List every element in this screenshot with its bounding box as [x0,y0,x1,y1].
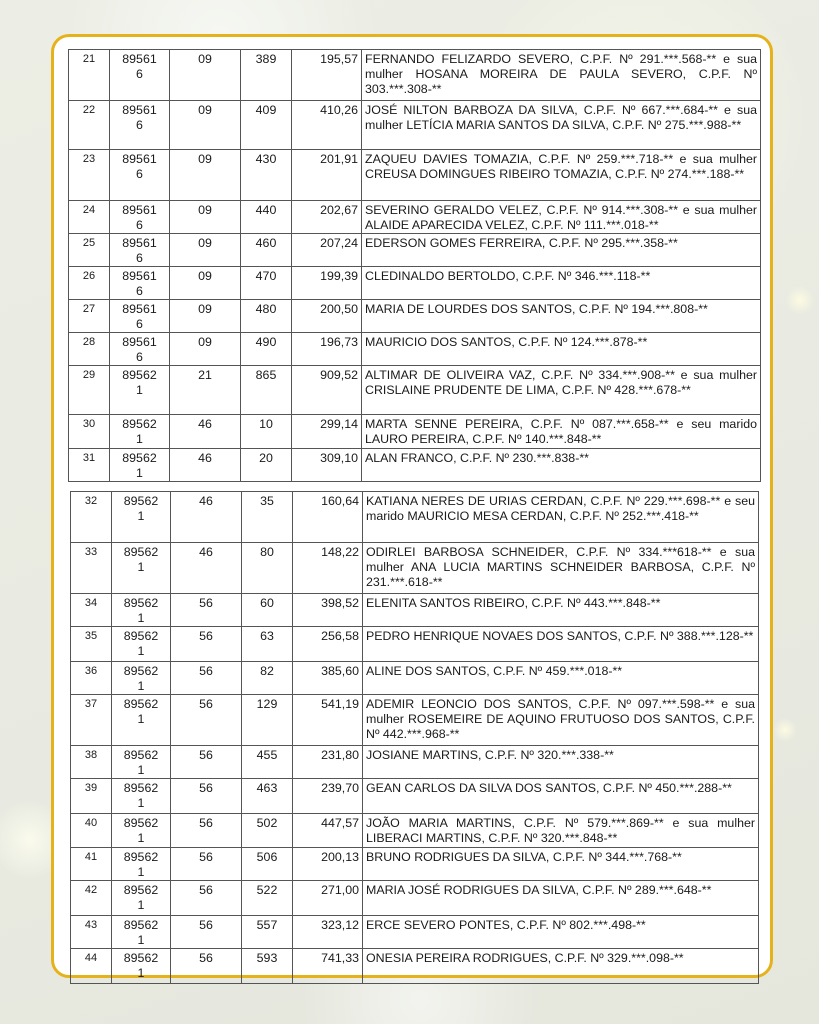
area-cell: 148,22 [293,543,363,594]
quadra-cell: 46 [171,492,242,543]
area-cell: 309,10 [292,449,362,482]
quadra-cell: 56 [171,814,242,848]
matricula-cell [112,746,171,779]
matricula-number: 89562 [122,417,157,431]
matricula-digit: 6 [136,218,143,232]
quadra-cell: 09 [170,201,241,234]
row-number-cell: 36 [71,662,112,695]
lote-cell: 80 [242,543,293,594]
matricula-number: 89562 [123,951,159,965]
quadra-cell: 09 [170,234,241,267]
owner-description-cell: JOSIANE MARTINS, C.P.F. Nº 320.***.338-** [363,746,759,779]
area-cell: 201,91 [292,150,362,201]
owner-description-cell: CLEDINALDO BERTOLDO, C.P.F. Nº 346.***.118-** [362,267,761,300]
area-cell: 200,13 [293,848,363,881]
owner-description-cell: JOÃO MARIA MARTINS, C.P.F. Nº 579.***.869-** e sua mulher LIBERACI MARTINS, C.P.F. Nº 320.***.848-** [363,814,759,848]
row-number-cell: 21 [69,50,110,101]
quadra-cell: 56 [171,881,242,916]
matricula-number: 89562 [123,918,159,932]
quadra-cell: 56 [171,916,242,949]
quadra-cell: 09 [170,333,241,366]
area-cell: 410,26 [292,101,362,150]
matricula-cell [110,150,170,201]
row-number-cell: 40 [71,814,112,848]
matricula-digit: 1 [137,509,145,523]
matricula-digit: 1 [137,898,145,912]
area-cell: 202,67 [292,201,362,234]
lote-cell: 63 [242,627,293,662]
table-row [69,50,761,101]
lote-cell: 557 [242,916,293,949]
lote-cell: 10 [241,415,292,449]
quadra-cell: 56 [171,779,242,814]
row-number-cell: 26 [69,267,110,300]
matricula-number: 89562 [123,494,159,508]
matricula-cell [110,300,170,333]
owner-description-cell: ALTIMAR DE OLIVEIRA VAZ, C.P.F. Nº 334.***.908-** e sua mulher CRISLAINE PRUDENTE DE LIMA, C.P.F. Nº 428.***.678-** [362,366,761,415]
quadra-cell: 56 [171,949,242,984]
matricula-cell [112,492,171,543]
matricula-digit: 1 [137,679,145,693]
row-number-cell: 38 [71,746,112,779]
owner-description-cell: JOSÉ NILTON BARBOZA DA SILVA, C.P.F. Nº 667.***.684-** e sua mulher LETÍCIA MARIA SANTOS DA SILVA, C.P.F. Nº 275.***.988-** [362,101,761,150]
area-cell: 196,73 [292,333,362,366]
owner-description-cell: ZAQUEU DAVIES TOMAZIA, C.P.F. Nº 259.***.718-** e sua mulher CREUSA DOMINGUES RIBEIRO TOMAZIA, C.P.F. Nº 274.***.188-** [362,150,761,201]
lote-cell: 82 [242,662,293,695]
matricula-number: 89561 [122,203,157,217]
lote-cell: 593 [242,949,293,984]
table-row [71,779,759,814]
matricula-cell [110,234,170,267]
lote-cell: 455 [242,746,293,779]
matricula-digit: 1 [137,966,145,980]
matricula-digit: 1 [137,712,145,726]
matricula-number: 89562 [123,596,159,610]
row-number-cell: 25 [69,234,110,267]
quadra-cell: 56 [171,627,242,662]
matricula-cell [112,949,171,984]
matricula-digit: 1 [137,611,145,625]
area-cell: 398,52 [293,594,363,627]
owner-description-cell: SEVERINO GERALDO VELEZ, C.P.F. Nº 914.***.308-** e sua mulher ALAIDE APARECIDA VELEZ, C.P.F. Nº 111.***.018-** [362,201,761,234]
quadra-cell: 56 [171,594,242,627]
lots-table-top [68,49,761,482]
matricula-number: 89562 [123,664,159,678]
matricula-number: 89562 [123,629,159,643]
matricula-cell [112,627,171,662]
owner-description-cell: FERNANDO FELIZARDO SEVERO, C.P.F. Nº 291.***.568-** e sua mulher HOSANA MOREIRA DE PAULA SEVERO, C.P.F. Nº 303.***.308-** [362,50,761,101]
table-row [69,300,761,333]
row-number-cell: 39 [71,779,112,814]
quadra-cell: 46 [170,415,241,449]
area-cell: 200,50 [292,300,362,333]
matricula-number: 89562 [123,850,159,864]
area-cell: 271,00 [293,881,363,916]
table-row [69,150,761,201]
table-row [69,415,761,449]
matricula-digit: 1 [137,796,145,810]
owner-description-cell: MARIA DE LOURDES DOS SANTOS, C.P.F. Nº 194.***.808-** [362,300,761,333]
owner-description-cell: ERCE SEVERO PONTES, C.P.F. Nº 802.***.498-** [363,916,759,949]
matricula-number: 89562 [123,545,159,559]
matricula-cell [112,916,171,949]
matricula-cell [110,333,170,366]
matricula-number: 89561 [122,335,157,349]
table-row [71,881,759,916]
matricula-cell [110,201,170,234]
matricula-digit: 1 [137,644,145,658]
table-row [71,814,759,848]
lote-cell: 865 [241,366,292,415]
area-cell: 447,57 [293,814,363,848]
lote-cell: 129 [242,695,293,746]
matricula-digit: 1 [137,865,145,879]
quadra-cell: 56 [171,746,242,779]
matricula-cell [112,594,171,627]
matricula-cell [112,543,171,594]
lote-cell: 480 [241,300,292,333]
table-row [71,695,759,746]
lote-cell: 35 [242,492,293,543]
area-cell: 160,64 [293,492,363,543]
area-cell: 207,24 [292,234,362,267]
quadra-cell: 09 [170,150,241,201]
lote-cell: 60 [242,594,293,627]
matricula-number: 89562 [123,883,159,897]
row-number-cell: 29 [69,366,110,415]
matricula-number: 89561 [122,52,157,66]
matricula-digit: 1 [136,432,143,446]
lote-cell: 490 [241,333,292,366]
owner-description-cell: PEDRO HENRIQUE NOVAES DOS SANTOS, C.P.F. Nº 388.***.128-** [363,627,759,662]
row-number-cell: 27 [69,300,110,333]
matricula-cell [110,449,170,482]
matricula-cell [110,50,170,101]
quadra-cell: 56 [171,662,242,695]
matricula-digit: 6 [136,118,143,132]
area-cell: 385,60 [293,662,363,695]
matricula-number: 89561 [122,236,157,250]
matricula-cell [112,662,171,695]
matricula-cell [112,848,171,881]
owner-description-cell: BRUNO RODRIGUES DA SILVA, C.P.F. Nº 344.***.768-** [363,848,759,881]
matricula-cell [110,366,170,415]
lote-cell: 522 [242,881,293,916]
lote-cell: 470 [241,267,292,300]
table-row [71,594,759,627]
area-cell: 195,57 [292,50,362,101]
matricula-cell [110,415,170,449]
row-number-cell: 28 [69,333,110,366]
quadra-cell: 09 [170,50,241,101]
area-cell: 239,70 [293,779,363,814]
quadra-cell: 46 [171,543,242,594]
matricula-digit: 1 [137,560,145,574]
owner-description-cell: ALINE DOS SANTOS, C.P.F. Nº 459.***.018-** [363,662,759,695]
table-row [71,916,759,949]
quadra-cell: 56 [171,695,242,746]
lote-cell: 20 [241,449,292,482]
table-row [71,949,759,984]
quadra-cell: 46 [170,449,241,482]
matricula-cell [112,779,171,814]
row-number-cell: 23 [69,150,110,201]
area-cell: 741,33 [293,949,363,984]
row-number-cell: 30 [69,415,110,449]
matricula-digit: 6 [136,284,143,298]
document-card [51,34,773,978]
matricula-number: 89562 [123,748,159,762]
matricula-cell [110,267,170,300]
area-cell: 299,14 [292,415,362,449]
matricula-number: 89561 [122,302,157,316]
matricula-number: 89562 [122,368,157,382]
owner-description-cell: MAURICIO DOS SANTOS, C.P.F. Nº 124.***.878-** [362,333,761,366]
quadra-cell: 21 [170,366,241,415]
owner-description-cell: GEAN CARLOS DA SILVA DOS SANTOS, C.P.F. Nº 450.***.288-** [363,779,759,814]
table-row [69,333,761,366]
owner-description-cell: ELENITA SANTOS RIBEIRO, C.P.F. Nº 443.***.848-** [363,594,759,627]
matricula-digit: 6 [136,67,143,81]
matricula-number: 89562 [123,816,159,830]
matricula-digit: 6 [136,317,143,331]
matricula-digit: 1 [136,383,143,397]
matricula-digit: 1 [137,763,145,777]
matricula-number: 89562 [122,451,157,465]
lote-cell: 502 [242,814,293,848]
area-cell: 256,58 [293,627,363,662]
table-row [71,662,759,695]
matricula-digit: 1 [136,466,143,480]
table-row [69,101,761,150]
matricula-digit: 1 [137,831,145,845]
owner-description-cell: MARTA SENNE PEREIRA, C.P.F. Nº 087.***.658-** e seu marido LAURO PEREIRA, C.P.F. Nº 140.***.848-** [362,415,761,449]
owner-description-cell: ODIRLEI BARBOSA SCHNEIDER, C.P.F. Nº 334.***618-** e sua mulher ANA LUCIA MARTINS SCHNEIDER BARBOSA, C.P.F. Nº 231.***.618-** [363,543,759,594]
lote-cell: 440 [241,201,292,234]
matricula-number: 89562 [123,781,159,795]
lote-cell: 460 [241,234,292,267]
owner-description-cell: EDERSON GOMES FERREIRA, C.P.F. Nº 295.***.358-** [362,234,761,267]
table-row [71,848,759,881]
area-cell: 541,19 [293,695,363,746]
table-row [69,201,761,234]
area-cell: 231,80 [293,746,363,779]
area-cell: 909,52 [292,366,362,415]
area-cell: 199,39 [292,267,362,300]
row-number-cell: 33 [71,543,112,594]
lote-cell: 409 [241,101,292,150]
row-number-cell: 41 [71,848,112,881]
matricula-digit: 1 [137,933,145,947]
table-row [71,492,759,543]
lots-table-bottom [70,491,759,984]
matricula-cell [112,695,171,746]
row-number-cell: 22 [69,101,110,150]
owner-description-cell: ALAN FRANCO, C.P.F. Nº 230.***.838-** [362,449,761,482]
lote-cell: 389 [241,50,292,101]
owner-description-cell: MARIA JOSÉ RODRIGUES DA SILVA, C.P.F. Nº 289.***.648-** [363,881,759,916]
matricula-cell [110,101,170,150]
quadra-cell: 56 [171,848,242,881]
matricula-digit: 6 [136,251,143,265]
table-row [69,267,761,300]
row-number-cell: 32 [71,492,112,543]
lote-cell: 463 [242,779,293,814]
owner-description-cell: ADEMIR LEONCIO DOS SANTOS, C.P.F. Nº 097.***.598-** e sua mulher ROSEMEIRE DE AQUINO FRUTUOSO DOS SANTOS, C.P.F. Nº 442.***.968-** [363,695,759,746]
table-row [69,366,761,415]
table-row [69,234,761,267]
row-number-cell: 42 [71,881,112,916]
owner-description-cell: ONESIA PEREIRA RODRIGUES, C.P.F. Nº 329.***.098-** [363,949,759,984]
row-number-cell: 44 [71,949,112,984]
matricula-digit: 6 [136,167,143,181]
lote-cell: 430 [241,150,292,201]
table-row [71,543,759,594]
matricula-number: 89561 [122,103,157,117]
quadra-cell: 09 [170,267,241,300]
row-number-cell: 35 [71,627,112,662]
row-number-cell: 37 [71,695,112,746]
quadra-cell: 09 [170,101,241,150]
row-number-cell: 34 [71,594,112,627]
table-row [69,449,761,482]
row-number-cell: 24 [69,201,110,234]
row-number-cell: 31 [69,449,110,482]
table-row [71,627,759,662]
table-row [71,746,759,779]
matricula-number: 89561 [122,269,157,283]
matricula-digit: 6 [136,350,143,364]
row-number-cell: 43 [71,916,112,949]
lote-cell: 506 [242,848,293,881]
area-cell: 323,12 [293,916,363,949]
matricula-cell [112,881,171,916]
quadra-cell: 09 [170,300,241,333]
matricula-cell [112,814,171,848]
matricula-number: 89562 [123,697,159,711]
owner-description-cell: KATIANA NERES DE URIAS CERDAN, C.P.F. Nº 229.***.698-** e seu marido MAURICIO MESA CERDAN, C.P.F. Nº 252.***.418-** [363,492,759,543]
matricula-number: 89561 [122,152,157,166]
